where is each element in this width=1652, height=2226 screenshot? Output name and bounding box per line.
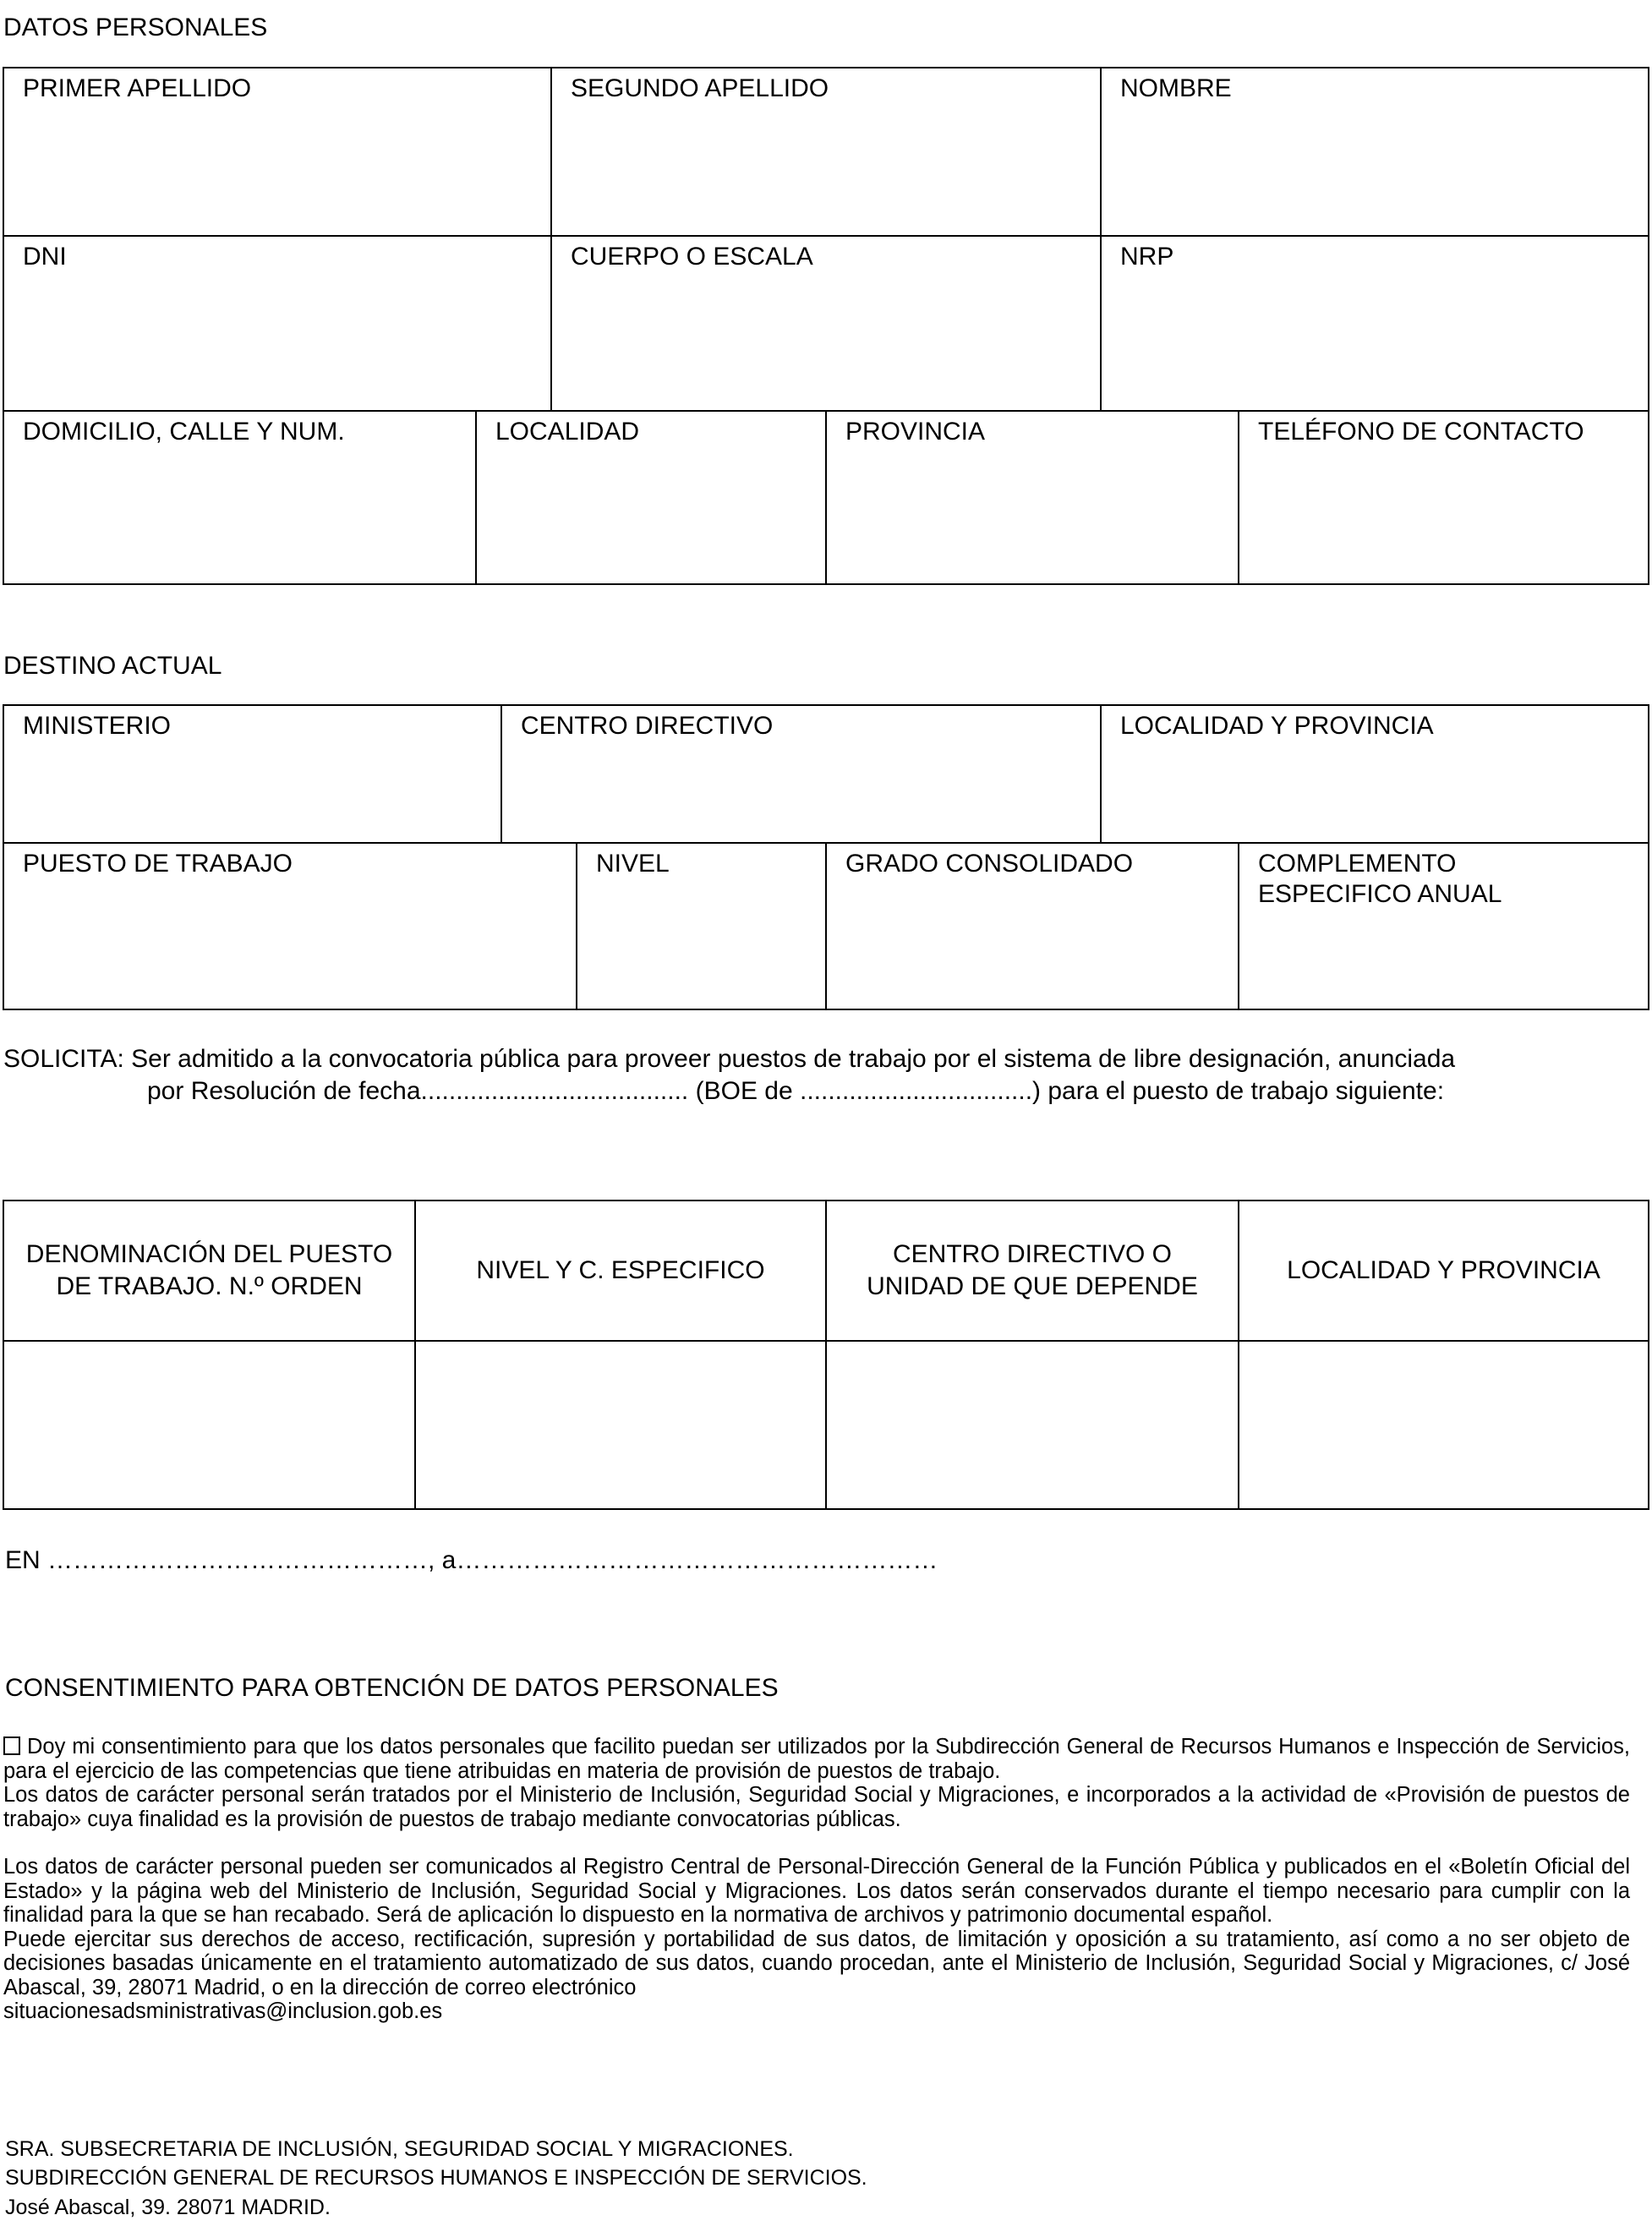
- contact-email: situacionesadsministrativas@inclusion.gob.es: [3, 1999, 443, 2023]
- field-provincia[interactable]: [825, 410, 1239, 585]
- field-nombre[interactable]: [1100, 67, 1649, 237]
- header-centro: [825, 1200, 1239, 1342]
- input-denominacion[interactable]: [3, 1340, 416, 1510]
- consentimiento-title: CONSENTIMIENTO PARA OBTENCIÓN DE DATOS PERSONALES: [5, 1674, 779, 1702]
- field-label: NRP: [1120, 243, 1174, 271]
- field-label: GRADO CONSOLIDADO: [845, 850, 1134, 878]
- field-label: LOCALIDAD Y PROVINCIA: [1120, 712, 1434, 740]
- solicita-label: SOLICITA:: [3, 1045, 124, 1073]
- consent-checkbox[interactable]: [3, 1736, 20, 1755]
- field-grado-consolidado[interactable]: [825, 842, 1239, 1010]
- field-label: PRIMER APELLIDO: [23, 74, 252, 102]
- field-telefono[interactable]: [1238, 410, 1649, 585]
- field-label: DNI: [23, 243, 67, 271]
- section-title-datos-personales: DATOS PERSONALES: [3, 14, 268, 41]
- field-label: DOMICILIO, CALLE Y NUM.: [23, 418, 345, 446]
- footer-line-2: SUBDIRECCIÓN GENERAL DE RECURSOS HUMANOS E INSPECCIÓN DE SERVICIOS.: [5, 2166, 867, 2190]
- consentimiento-text: [3, 1735, 1630, 2024]
- field-label: NIVEL: [596, 850, 670, 878]
- field-label: MINISTERIO: [23, 712, 172, 740]
- footer-line-1: SRA. SUBSECRETARIA DE INCLUSIÓN, SEGURIDAD SOCIAL Y MIGRACIONES.: [5, 2137, 794, 2161]
- header-localidad: [1238, 1200, 1649, 1342]
- input-nivel[interactable]: [414, 1340, 827, 1510]
- field-centro-directivo[interactable]: [501, 704, 1102, 844]
- field-label: CENTRO DIRECTIVO: [521, 712, 774, 740]
- field-label: PUESTO DE TRABAJO: [23, 850, 293, 878]
- field-cuerpo-escala[interactable]: [550, 235, 1102, 412]
- field-primer-apellido[interactable]: [3, 67, 552, 237]
- header-label: LOCALIDAD Y PROVINCIA: [1287, 1256, 1600, 1284]
- field-label: PROVINCIA: [845, 418, 986, 446]
- footer-line-3: José Abascal, 39. 28071 MADRID.: [5, 2196, 331, 2219]
- field-puesto-trabajo[interactable]: [3, 842, 577, 1010]
- field-label: COMPLEMENTO ESPECIFICO ANUAL: [1258, 850, 1502, 908]
- field-label: NOMBRE: [1120, 74, 1232, 102]
- section-title-destino-actual: DESTINO ACTUAL: [3, 652, 222, 680]
- solicita-text-1: Ser admitido a la convocatoria pública para proveer puestos de trabajo por el sistema de libre designación, anunciada: [131, 1045, 1456, 1073]
- paragraph-1: Los datos de carácter personal serán tratados por el Ministerio de Inclusión, Seguridad Social y Migraciones, e incorporados a la actividad de «Provisión de puestos de trabajo» cuya finalidad es la provisión de puestos de trabajo mediante convocatorias públicas.: [3, 1783, 1630, 1831]
- header-label: DENOMINACIÓN DEL PUESTO DE TRABAJO. N.º ORDEN: [25, 1240, 393, 1300]
- field-label: TELÉFONO DE CONTACTO: [1258, 418, 1584, 446]
- field-domicilio[interactable]: [3, 410, 477, 585]
- field-ministerio[interactable]: [3, 704, 502, 844]
- field-nivel[interactable]: [576, 842, 827, 1010]
- checkbox-text: Doy mi consentimiento para que los datos personales que facilito puedan ser utilizados por la Subdirección General de Recursos Humanos e Inspección de Servicios, para el ejercicio de las competencias que tiene atribuidas en materia de provisión de puestos de trabajo.: [3, 1735, 1630, 1783]
- solicita-text-2: por Resolución de fecha...................................... (BOE de .................................) para el puesto de trabajo siguiente:: [147, 1077, 1445, 1105]
- field-label: CUERPO O ESCALA: [571, 243, 813, 271]
- header-label: CENTRO DIRECTIVO O UNIDAD DE QUE DEPENDE: [867, 1240, 1198, 1300]
- paragraph-2: Los datos de carácter personal pueden ser comunicados al Registro Central de Personal-Dirección General de la Función Pública y publicados en el «Boletín Oficial del Estado» y la página web del Ministerio de Inclusión, Seguridad Social y Migraciones. Los datos serán conservados durante el tiempo necesario para cumplir con la finalidad para la que se han recabado. Será de aplicación lo dispuesto en la normativa de archivos y patrimonio documental español.: [3, 1855, 1630, 1927]
- field-complemento-especifico[interactable]: [1238, 842, 1649, 1010]
- lugar-fecha[interactable]: EN ………………………………………, a…………………………………………………: [5, 1546, 938, 1574]
- header-nivel: [414, 1200, 827, 1342]
- field-nrp[interactable]: [1100, 235, 1649, 412]
- input-localidad[interactable]: [1238, 1340, 1649, 1510]
- field-label: LOCALIDAD: [495, 418, 640, 446]
- header-label: NIVEL Y C. ESPECIFICO: [476, 1256, 765, 1284]
- field-localidad-provincia[interactable]: [1100, 704, 1649, 844]
- input-centro[interactable]: [825, 1340, 1239, 1510]
- field-segundo-apellido[interactable]: [550, 67, 1102, 237]
- field-dni[interactable]: [3, 235, 552, 412]
- field-localidad[interactable]: [475, 410, 827, 585]
- field-label: SEGUNDO APELLIDO: [571, 74, 829, 102]
- solicita-line-1: [3, 1045, 1455, 1074]
- paragraph-3: Puede ejercitar sus derechos de acceso, rectificación, supresión y portabilidad de sus datos, de limitación y oposición a su tratamiento, así como a no ser objeto de decisiones basadas únicamente en el tratamiento automatizado de sus datos, cuando procedan, ante el Ministerio de Inclusión, Seguridad Social y Migraciones, c/ José Abascal, 39, 28071 Madrid, o en la dirección de correo electrónico: [3, 1927, 1630, 1999]
- header-denominacion: [3, 1200, 416, 1342]
